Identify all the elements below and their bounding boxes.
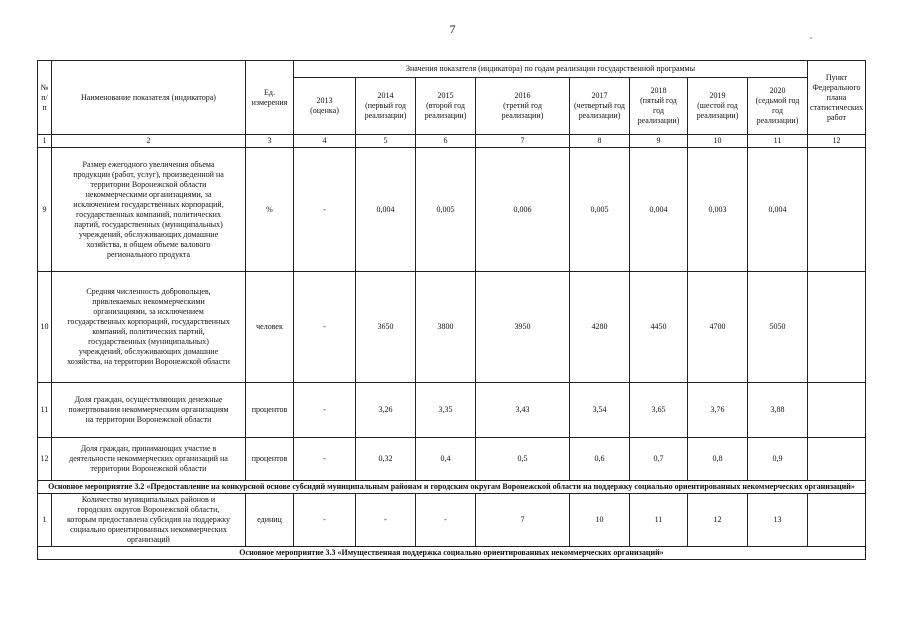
indicator-unit: %: [246, 148, 294, 272]
value-2015: 3,35: [416, 383, 476, 438]
indicator-unit: единиц: [246, 494, 294, 547]
value-2018: 3,65: [630, 383, 688, 438]
header-year-2019: 2019 (шестой год реализации): [688, 78, 748, 135]
column-number: 9: [630, 135, 688, 148]
column-number: 8: [570, 135, 630, 148]
header-year-2020: 2020 (седьмой год год реализации): [748, 78, 808, 135]
table-row: [38, 272, 866, 383]
header-year-2015: 2015 (второй год реализации): [416, 78, 476, 135]
header-year-2014: 2014 (первый год реализации): [356, 78, 416, 135]
value-2016: 7: [476, 494, 570, 547]
value-2013: -: [294, 272, 356, 383]
column-number: 2: [52, 135, 246, 148]
value-2018: 11: [630, 494, 688, 547]
header-num: № п/п: [38, 61, 52, 135]
column-number-row: [38, 135, 866, 148]
value-2016: 3,43: [476, 383, 570, 438]
section-heading-row: [38, 481, 866, 494]
value-2019: 0,8: [688, 438, 748, 481]
value-2017: 0,6: [570, 438, 630, 481]
header-name: Наименование показателя (индикатора): [52, 61, 246, 135]
section-3-3-title: Основное мероприятие 3.3 «Имущественная поддержка социально ориентированных некоммерческих организаций»: [38, 547, 866, 560]
value-2016: 0,006: [476, 148, 570, 272]
indicators-table: [37, 60, 866, 560]
column-number: 7: [476, 135, 570, 148]
row-number: 9: [38, 148, 52, 272]
value-2019: 0,003: [688, 148, 748, 272]
value-2013: -: [294, 148, 356, 272]
header-unit: Ед. измерения: [246, 61, 294, 135]
value-2017: 3,54: [570, 383, 630, 438]
value-2017: 10: [570, 494, 630, 547]
table-row: [38, 494, 866, 547]
value-2015: 0,005: [416, 148, 476, 272]
value-2015: 0,4: [416, 438, 476, 481]
column-number: 5: [356, 135, 416, 148]
value-2020: 0,004: [748, 148, 808, 272]
column-number: 6: [416, 135, 476, 148]
indicator-unit: человек: [246, 272, 294, 383]
plan-item: [808, 272, 866, 383]
header-year-2017: 2017 (четвертый год реализации): [570, 78, 630, 135]
value-2019: 12: [688, 494, 748, 547]
value-2020: 3,88: [748, 383, 808, 438]
value-2014: -: [356, 494, 416, 547]
row-number: 1: [38, 494, 52, 547]
table-row: [38, 383, 866, 438]
plan-item: [808, 383, 866, 438]
column-number: 1: [38, 135, 52, 148]
value-2020: 13: [748, 494, 808, 547]
indicator-name: Доля граждан, принимающих участие в деятельности некоммерческих организаций на территории Воронежской области: [52, 438, 246, 481]
scan-speck: [810, 37, 812, 39]
column-number: 10: [688, 135, 748, 148]
indicator-name: Средняя численность добровольцев, привлекаемых некоммерческими организациями, за исключением государственных корпораций, государственных компаний, политических партий, государственных (муниципальных) учреждений, обслуживающих домашние хозяйства, на территории Воронежской области: [52, 272, 246, 383]
value-2020: 5050: [748, 272, 808, 383]
value-2013: -: [294, 383, 356, 438]
column-number: 12: [808, 135, 866, 148]
plan-item: [808, 438, 866, 481]
value-2019: 3,76: [688, 383, 748, 438]
row-number: 10: [38, 272, 52, 383]
header-year-2016: 2016 (третий год реализации): [476, 78, 570, 135]
value-2019: 4700: [688, 272, 748, 383]
value-2015: -: [416, 494, 476, 547]
value-2015: 3800: [416, 272, 476, 383]
value-2018: 4450: [630, 272, 688, 383]
value-2013: -: [294, 438, 356, 481]
section-heading-row: [38, 547, 866, 560]
value-2014: 0,004: [356, 148, 416, 272]
table-row: [38, 148, 866, 272]
table-row: [38, 438, 866, 481]
header-values-group: Значения показателя (индикатора) по годам реализации государственной программы: [294, 61, 808, 78]
indicator-name: Размер ежегодного увеличения объема продукции (работ, услуг), произведенной на территории Воронежской области некоммерческими организациями, за исключением государственных корпораций, государственных компаний, политических партий, государственных (муниципальных) учреждений, обслуживающих домашние хозяйства, в общем объеме валового регионального продукта: [52, 148, 246, 272]
column-number: 3: [246, 135, 294, 148]
value-2018: 0,004: [630, 148, 688, 272]
column-number: 11: [748, 135, 808, 148]
header-year-2018: 2018 (пятый год год реализации): [630, 78, 688, 135]
plan-item: [808, 494, 866, 547]
page-number: 7: [449, 22, 456, 36]
value-2018: 0,7: [630, 438, 688, 481]
section-3-2-title: Основное мероприятие 3.2 «Предоставление на конкурсной основе субсидий муниципальным районам и городским округам Воронежской области на поддержку социально ориентированных некоммерческих организаций»: [38, 481, 866, 494]
row-number: 11: [38, 383, 52, 438]
value-2017: 4280: [570, 272, 630, 383]
header-year-2013: 2013 (оценка): [294, 78, 356, 135]
plan-item: [808, 148, 866, 272]
indicator-unit: процентов: [246, 383, 294, 438]
value-2016: 3950: [476, 272, 570, 383]
value-2014: 3650: [356, 272, 416, 383]
indicator-unit: процентов: [246, 438, 294, 481]
row-number: 12: [38, 438, 52, 481]
header-row-top: [38, 61, 866, 78]
value-2013: -: [294, 494, 356, 547]
value-2014: 3,26: [356, 383, 416, 438]
value-2014: 0,32: [356, 438, 416, 481]
indicator-name: Доля граждан, осуществляющих денежные пожертвования некоммерческим организациям на территории Воронежской области: [52, 383, 246, 438]
value-2017: 0,005: [570, 148, 630, 272]
indicator-name: Количество муниципальных районов и городских округов Воронежской области, которым предоставлена субсидия на поддержку социально ориентированных некоммерческих организаций: [52, 494, 246, 547]
header-plan: Пункт Федерального плана статистических работ: [808, 61, 866, 135]
value-2016: 0,5: [476, 438, 570, 481]
column-number: 4: [294, 135, 356, 148]
value-2020: 0,9: [748, 438, 808, 481]
